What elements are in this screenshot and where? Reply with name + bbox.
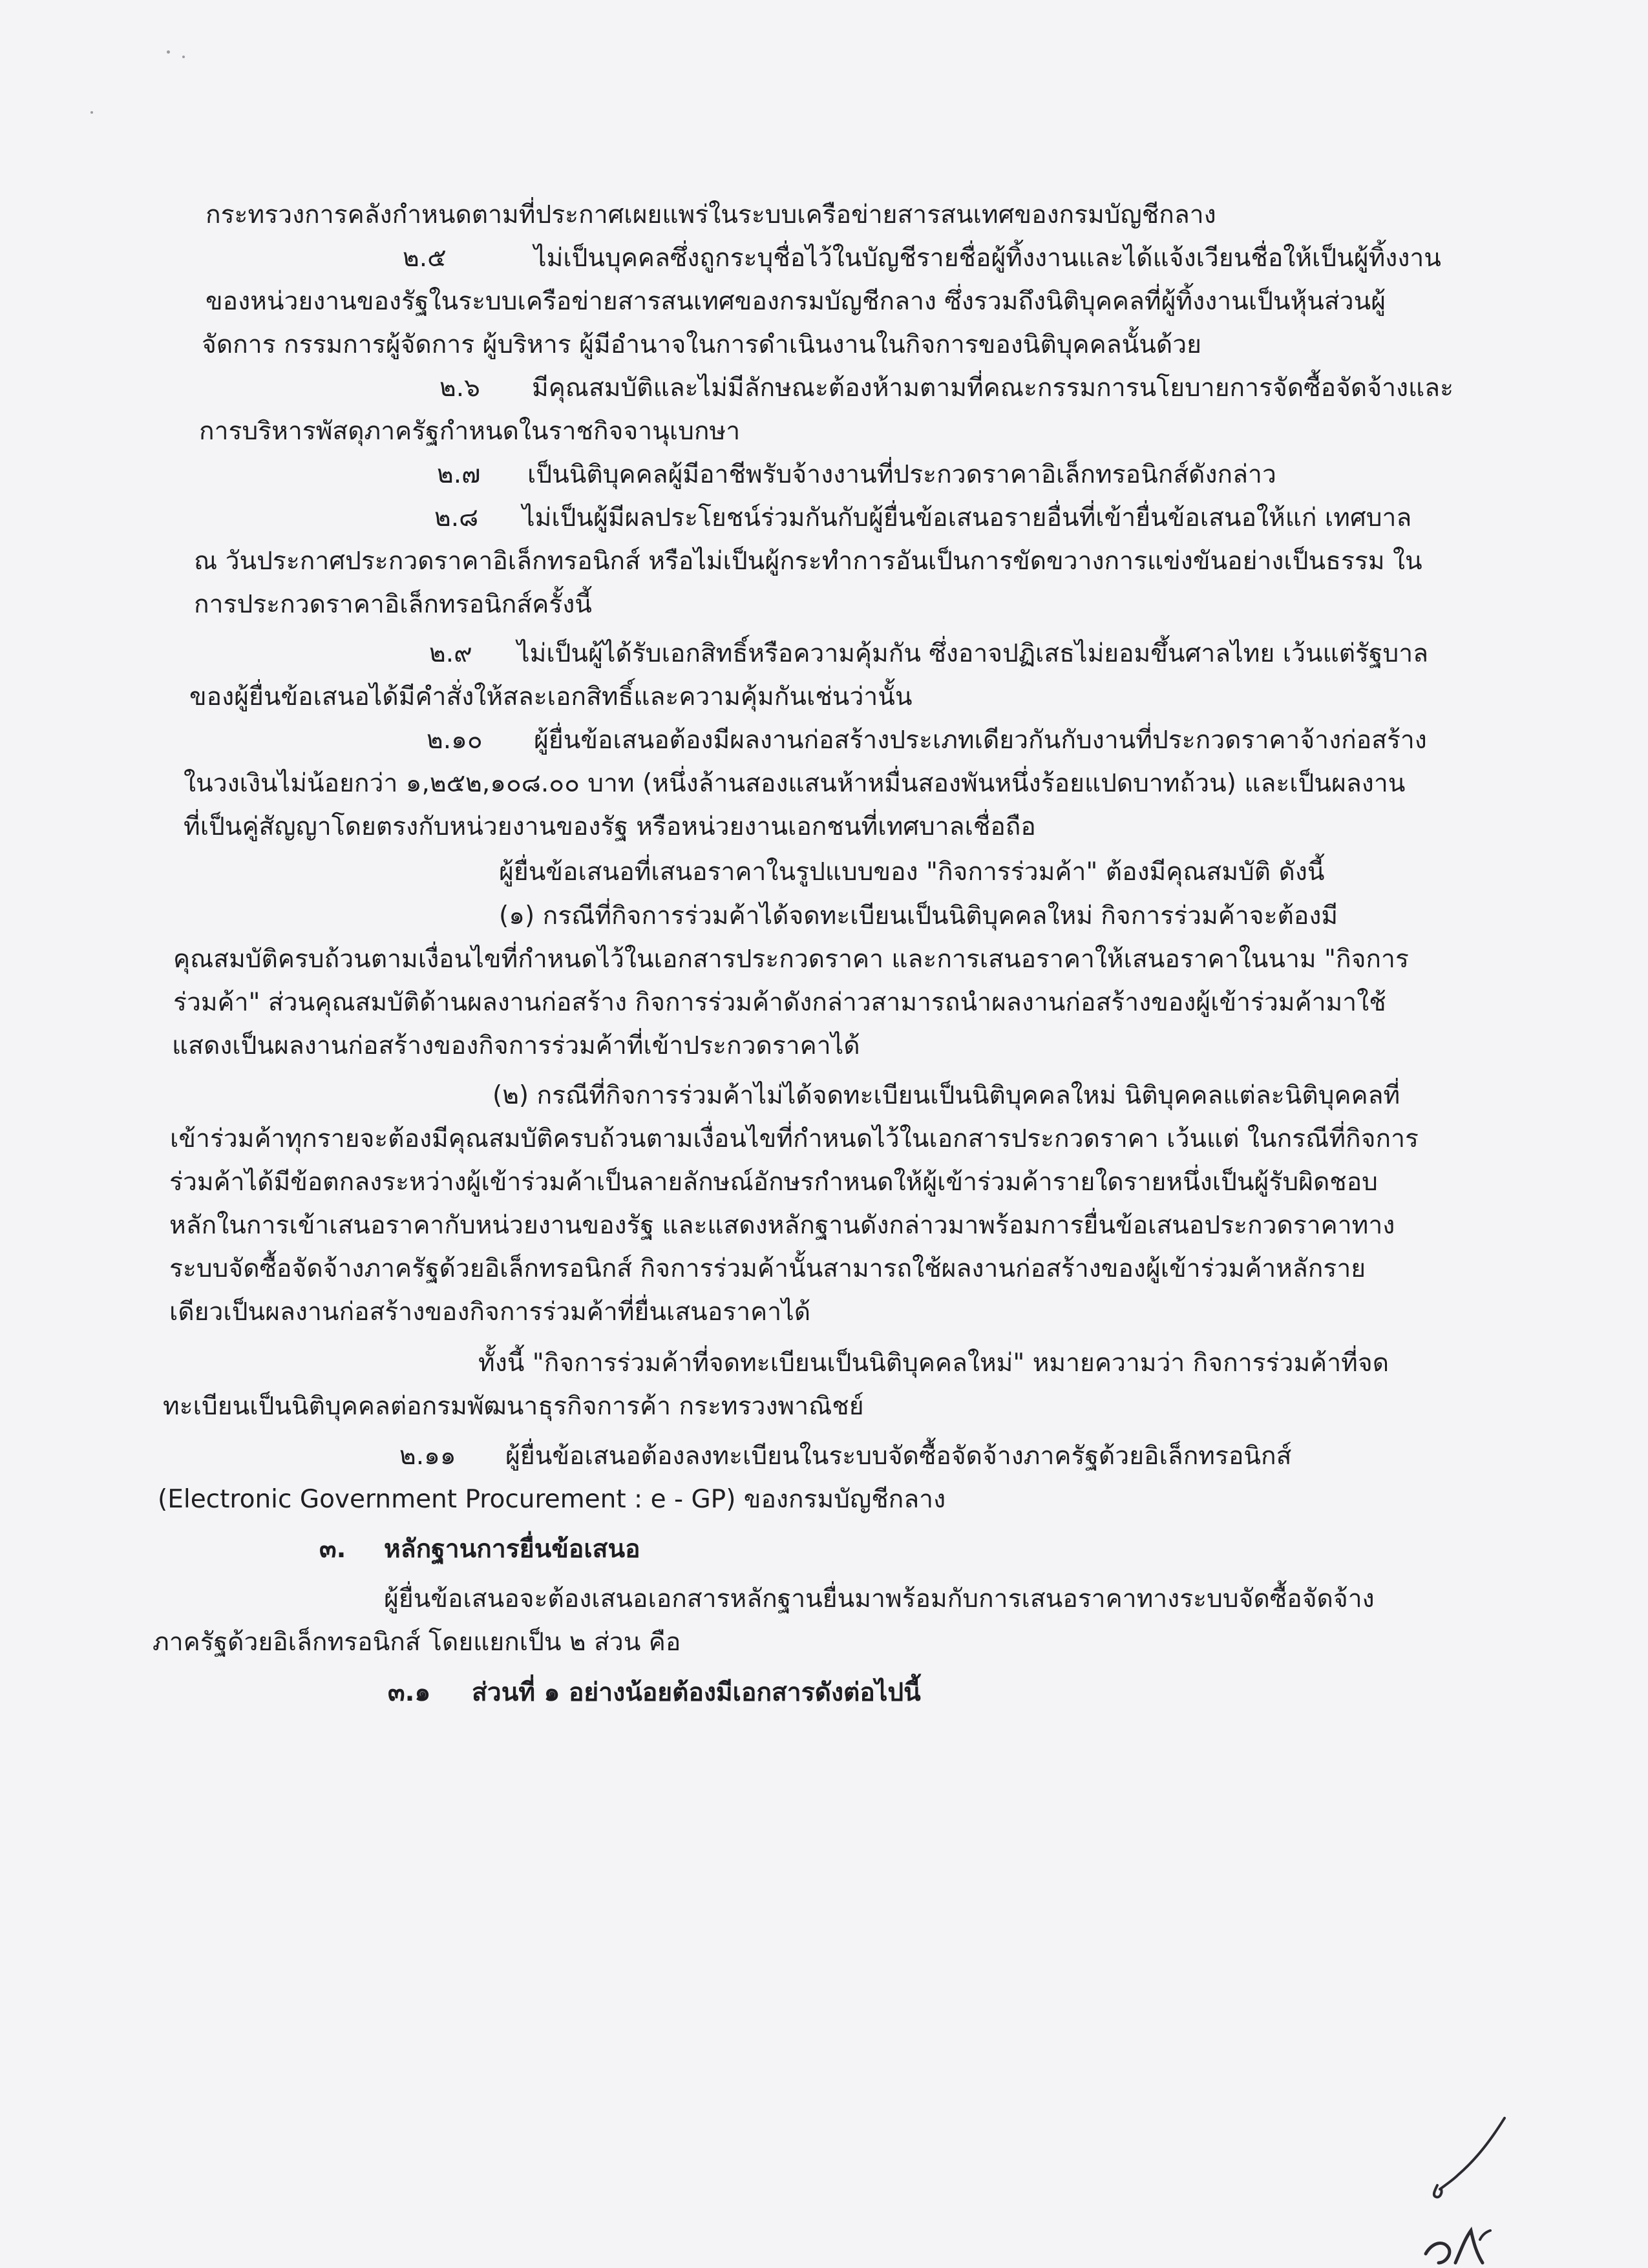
clause-number: ๒.๖	[439, 373, 480, 403]
scan-speck	[90, 111, 93, 114]
body-text-line: การประกวดราคาอิเล็กทรอนิกส์ครั้งนี้	[194, 590, 592, 619]
body-text-line: ผู้ยื่นข้อเสนอที่เสนอราคาในรูปแบบของ "กิจการร่วมค้า" ต้องมีคุณสมบัติ ดังนี้	[499, 857, 1325, 887]
body-text-line: ร่วมค้า" ส่วนคุณสมบัติด้านผลงานก่อสร้าง กิจการร่วมค้าดังกล่าวสามารถนำผลงานก่อสร้างของผู้เข้าร่วมค้ามาใช้	[173, 988, 1386, 1017]
body-text-line: ผู้ยื่นข้อเสนอจะต้องเสนอเอกสารหลักฐานยื่นมาพร้อมกับการเสนอราคาทางระบบจัดซื้อจัดจ้าง	[384, 1584, 1375, 1613]
clause-number: ๒.๑๑	[399, 1442, 456, 1471]
body-text-line: ที่เป็นคู่สัญญาโดยตรงกับหน่วยงานของรัฐ หรือหน่วยงานเอกชนที่เทศบาลเชื่อถือ	[184, 812, 1036, 841]
clause-number: ๒.๙	[429, 639, 472, 668]
body-text-line: (๒) กรณีที่กิจการร่วมค้าไม่ได้จดทะเบียนเป็นนิติบุคคลใหม่ นิติบุคคลแต่ละนิติบุคคลที่	[492, 1081, 1400, 1110]
body-text-line: ของหน่วยงานของรัฐในระบบเครือข่ายสารสนเทศของกรมบัญชีกลาง ซึ่งรวมถึงนิติบุคคลที่ผู้ทิ้งงานเป็นหุ้นส่วนผู้	[206, 287, 1386, 316]
clause-number: ๒.๗	[437, 460, 481, 489]
body-text-line: ไม่เป็นผู้ได้รับเอกสิทธิ์หรือความคุ้มกัน ซึ่งอาจปฏิเสธไม่ยอมขึ้นศาลไทย เว้นแต่รัฐบาล	[517, 639, 1429, 668]
scan-speck	[182, 56, 185, 58]
body-text-line: (๑) กรณีที่กิจการร่วมค้าได้จดทะเบียนเป็นนิติบุคคลใหม่ กิจการร่วมค้าจะต้องมี	[499, 901, 1338, 930]
subsection-heading: ส่วนที่ ๑ อย่างน้อยต้องมีเอกสารดังต่อไปนี้	[472, 1678, 921, 1707]
body-text-line: ในวงเงินไม่น้อยกว่า ๑,๒๕๒,๑๐๘.๐๐ บาท (หนึ่งล้านสองแสนห้าหมื่นสองพันหนึ่งร้อยแปดบาทถ้วน) และเป็นผลงาน	[184, 769, 1406, 798]
section-number: ๓.	[319, 1535, 346, 1564]
body-text-line: เดียวเป็นผลงานก่อสร้างของกิจการร่วมค้าที่ยื่นเสนอราคาได้	[169, 1297, 811, 1327]
body-text-line: ระบบจัดซื้อจัดจ้างภาครัฐด้วยอิเล็กทรอนิกส์ กิจการร่วมค้านั้นสามารถใช้ผลงานก่อสร้างของผู้เข้าร่วมค้าหลักราย	[169, 1254, 1366, 1283]
handwritten-initial-mark	[1415, 2113, 1512, 2268]
body-text-line: เข้าร่วมค้าทุกรายจะต้องมีคุณสมบัติครบถ้วนตามเงื่อนไขที่กำหนดไว้ในเอกสารประกวดราคา เว้นแต่ ในกรณีที่กิจการ	[170, 1124, 1419, 1153]
body-text-line: หลักในการเข้าเสนอราคากับหน่วยงานของรัฐ และแสดงหลักฐานดังกล่าวมาพร้อมการยื่นข้อเสนอประกวดราคาทาง	[169, 1211, 1395, 1240]
body-text-line: ของผู้ยื่นข้อเสนอได้มีคำสั่งให้สละเอกสิทธิ์และความคุ้มกันเช่นว่านั้น	[189, 682, 913, 711]
body-text-line: ภาครัฐด้วยอิเล็กทรอนิกส์ โดยแยกเป็น ๒ ส่วน คือ	[153, 1628, 681, 1657]
subsection-number: ๓.๑	[388, 1678, 431, 1707]
body-text-line: ร่วมค้าได้มีข้อตกลงระหว่างผู้เข้าร่วมค้าเป็นลายลักษณ์อักษรกำหนดให้ผู้เข้าร่วมค้ารายใดรายหนึ่งเป็นผู้รับผิดชอบ	[169, 1168, 1378, 1197]
body-text-line: ทะเบียนเป็นนิติบุคคลต่อกรมพัฒนาธุรกิจการค้า กระทรวงพาณิชย์	[163, 1392, 864, 1421]
body-text-line: ผู้ยื่นข้อเสนอต้องลงทะเบียนในระบบจัดซื้อจัดจ้างภาครัฐด้วยอิเล็กทรอนิกส์	[505, 1442, 1292, 1471]
body-text-line: มีคุณสมบัติและไม่มีลักษณะต้องห้ามตามที่คณะกรรมการนโยบายการจัดซื้อจัดจ้างและ	[532, 373, 1454, 403]
clause-number: ๒.๘	[434, 503, 479, 532]
body-text-line: ณ วันประกาศประกวดราคาอิเล็กทรอนิกส์ หรือไม่เป็นผู้กระทำการอันเป็นการขัดขวางการแข่งขันอย่างเป็นธรรม ใน	[194, 547, 1422, 576]
clause-number: ๒.๕	[403, 244, 447, 273]
body-text-line: ผู้ยื่นข้อเสนอต้องมีผลงานก่อสร้างประเภทเดียวกันกับงานที่ประกวดราคาจ้างก่อสร้าง	[534, 726, 1427, 755]
body-text-line: เป็นนิติบุคคลผู้มีอาชีพรับจ้างงานที่ประกวดราคาอิเล็กทรอนิกส์ดังกล่าว	[527, 460, 1276, 489]
clause-number: ๒.๑๐	[427, 726, 483, 755]
body-text-line: (Electronic Government Procurement : e - GP) ของกรมบัญชีกลาง	[158, 1485, 946, 1514]
body-text-line: กระทรวงการคลังกำหนดตามที่ประกาศเผยแพร่ในระบบเครือข่ายสารสนเทศของกรมบัญชีกลาง	[206, 200, 1216, 229]
section-heading: หลักฐานการยื่นข้อเสนอ	[384, 1535, 640, 1564]
body-text-line: คุณสมบัติครบถ้วนตามเงื่อนไขที่กำหนดไว้ในเอกสารประกวดราคา และการเสนอราคาให้เสนอราคาในนาม "กิจการ	[173, 945, 1409, 974]
body-text-line: การบริหารพัสดุภาครัฐกำหนดในราชกิจจานุเบกษา	[199, 417, 741, 446]
body-text-line: ทั้งนี้ "กิจการร่วมค้าที่จดทะเบียนเป็นนิติบุคคลใหม่" หมายความว่า กิจการร่วมค้าที่จด	[478, 1349, 1389, 1378]
scan-speck	[167, 50, 170, 54]
body-text-line: ไม่เป็นผู้มีผลประโยชน์ร่วมกันกับผู้ยื่นข้อเสนอรายอื่นที่เข้ายื่นข้อเสนอให้แก่ เทศบาล	[522, 503, 1412, 532]
body-text-line: จัดการ กรรมการผู้จัดการ ผู้บริหาร ผู้มีอำนาจในการดำเนินงานในกิจการของนิติบุคคลนั้นด้วย	[202, 330, 1202, 359]
body-text-line: แสดงเป็นผลงานก่อสร้างของกิจการร่วมค้าที่เข้าประกวดราคาได้	[172, 1031, 860, 1060]
body-text-line: ไม่เป็นบุคคลซึ่งถูกระบุชื่อไว้ในบัญชีรายชื่อผู้ทิ้งงานและได้แจ้งเวียนชื่อให้เป็นผู้ทิ้งงาน	[534, 244, 1441, 273]
